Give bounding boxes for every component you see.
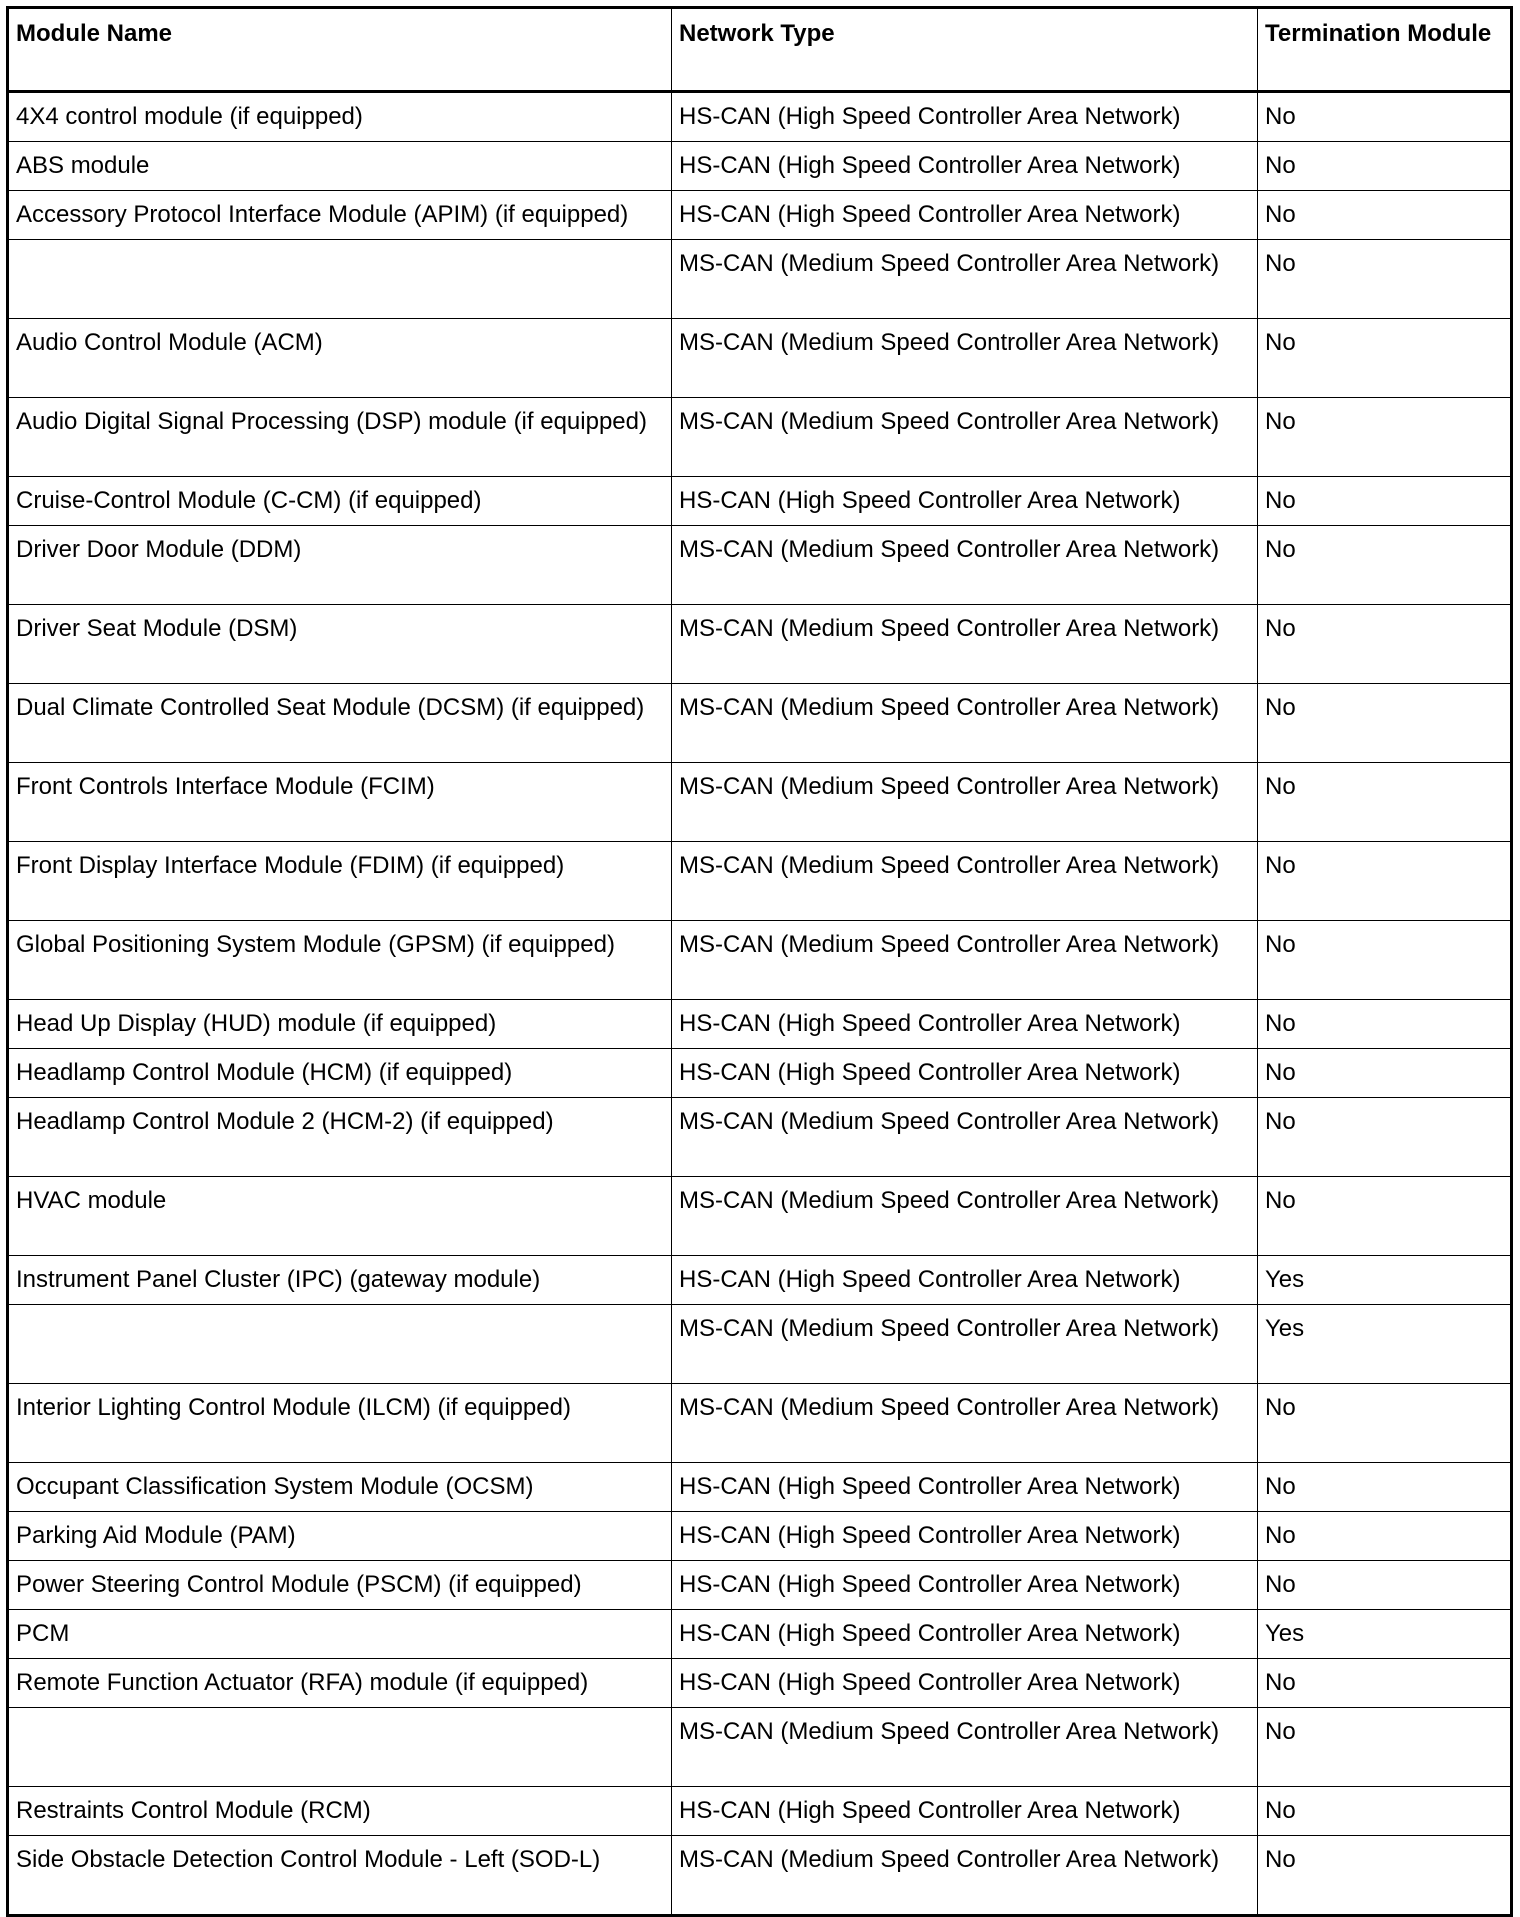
module-name-cell: Interior Lighting Control Module (ILCM) (if equipped) [8, 1384, 672, 1463]
module-name-cell: Remote Function Actuator (RFA) module (if equipped) [8, 1659, 672, 1708]
termination-module-cell: No [1258, 1463, 1512, 1512]
module-name-cell: Occupant Classification System Module (OCSM) [8, 1463, 672, 1512]
network-type-cell: MS-CAN (Medium Speed Controller Area Network) [672, 398, 1258, 477]
termination-module-cell: No [1258, 921, 1512, 1000]
table-row [8, 1787, 1512, 1836]
module-name-cell: Front Display Interface Module (FDIM) (if equipped) [8, 842, 672, 921]
table-row [8, 605, 1512, 684]
network-type-cell: HS-CAN (High Speed Controller Area Network) [672, 1463, 1258, 1512]
table-row [8, 1098, 1512, 1177]
table-row [8, 763, 1512, 842]
table-row [8, 191, 1512, 240]
header-termination-module: Termination Module [1258, 8, 1512, 92]
network-type-cell: HS-CAN (High Speed Controller Area Network) [672, 191, 1258, 240]
table-row [8, 1836, 1512, 1916]
termination-module-cell: No [1258, 605, 1512, 684]
network-type-cell: HS-CAN (High Speed Controller Area Network) [672, 1000, 1258, 1049]
network-type-cell: HS-CAN (High Speed Controller Area Network) [672, 92, 1258, 142]
termination-module-cell: No [1258, 1836, 1512, 1916]
termination-module-cell: No [1258, 477, 1512, 526]
module-name-cell [8, 240, 672, 319]
termination-module-cell: Yes [1258, 1256, 1512, 1305]
termination-module-cell: No [1258, 398, 1512, 477]
termination-module-cell: Yes [1258, 1610, 1512, 1659]
header-network-type: Network Type [672, 8, 1258, 92]
network-type-cell: HS-CAN (High Speed Controller Area Network) [672, 1610, 1258, 1659]
table-row [8, 1561, 1512, 1610]
network-type-cell: HS-CAN (High Speed Controller Area Network) [672, 1659, 1258, 1708]
network-type-cell: MS-CAN (Medium Speed Controller Area Network) [672, 684, 1258, 763]
table-row [8, 142, 1512, 191]
module-name-cell: 4X4 control module (if equipped) [8, 92, 672, 142]
termination-module-cell: No [1258, 684, 1512, 763]
module-name-cell [8, 1708, 672, 1787]
module-name-cell: Driver Door Module (DDM) [8, 526, 672, 605]
table-header-row [8, 8, 1512, 92]
network-type-cell: MS-CAN (Medium Speed Controller Area Network) [672, 1305, 1258, 1384]
network-type-cell: MS-CAN (Medium Speed Controller Area Network) [672, 526, 1258, 605]
network-type-cell: MS-CAN (Medium Speed Controller Area Network) [672, 1708, 1258, 1787]
termination-module-cell: No [1258, 1177, 1512, 1256]
module-name-cell: Accessory Protocol Interface Module (APIM) (if equipped) [8, 191, 672, 240]
termination-module-cell: No [1258, 1049, 1512, 1098]
table-row [8, 1305, 1512, 1384]
table-row [8, 526, 1512, 605]
termination-module-cell: No [1258, 1659, 1512, 1708]
module-name-cell: Audio Digital Signal Processing (DSP) module (if equipped) [8, 398, 672, 477]
termination-module-cell: No [1258, 1708, 1512, 1787]
module-name-cell: Head Up Display (HUD) module (if equipped) [8, 1000, 672, 1049]
termination-module-cell: No [1258, 1512, 1512, 1561]
header-module-name: Module Name [8, 8, 672, 92]
network-type-cell: MS-CAN (Medium Speed Controller Area Network) [672, 319, 1258, 398]
network-type-cell: HS-CAN (High Speed Controller Area Network) [672, 1256, 1258, 1305]
module-name-cell: PCM [8, 1610, 672, 1659]
table-row [8, 1177, 1512, 1256]
module-name-cell: Parking Aid Module (PAM) [8, 1512, 672, 1561]
module-name-cell: Driver Seat Module (DSM) [8, 605, 672, 684]
network-type-cell: HS-CAN (High Speed Controller Area Network) [672, 1512, 1258, 1561]
network-type-cell: MS-CAN (Medium Speed Controller Area Network) [672, 1177, 1258, 1256]
table-row [8, 1463, 1512, 1512]
termination-module-cell: No [1258, 142, 1512, 191]
table-row [8, 1610, 1512, 1659]
network-type-cell: HS-CAN (High Speed Controller Area Network) [672, 477, 1258, 526]
module-name-cell: Cruise-Control Module (C-CM) (if equipped) [8, 477, 672, 526]
termination-module-cell: No [1258, 240, 1512, 319]
module-name-cell: HVAC module [8, 1177, 672, 1256]
table-row [8, 319, 1512, 398]
table-row [8, 1708, 1512, 1787]
module-name-cell: Global Positioning System Module (GPSM) (if equipped) [8, 921, 672, 1000]
table-row [8, 1659, 1512, 1708]
network-type-cell: MS-CAN (Medium Speed Controller Area Network) [672, 1384, 1258, 1463]
table-row [8, 1256, 1512, 1305]
table-row [8, 92, 1512, 142]
table-row [8, 477, 1512, 526]
module-name-cell: Side Obstacle Detection Control Module - Left (SOD-L) [8, 1836, 672, 1916]
module-name-cell: Headlamp Control Module 2 (HCM-2) (if equipped) [8, 1098, 672, 1177]
network-type-cell: MS-CAN (Medium Speed Controller Area Network) [672, 1836, 1258, 1916]
network-type-cell: HS-CAN (High Speed Controller Area Network) [672, 1787, 1258, 1836]
table-row [8, 1049, 1512, 1098]
termination-module-cell: No [1258, 1384, 1512, 1463]
table-row [8, 398, 1512, 477]
module-name-cell: Dual Climate Controlled Seat Module (DCSM) (if equipped) [8, 684, 672, 763]
module-name-cell: ABS module [8, 142, 672, 191]
network-type-cell: HS-CAN (High Speed Controller Area Network) [672, 1561, 1258, 1610]
table-row [8, 240, 1512, 319]
module-name-cell: Audio Control Module (ACM) [8, 319, 672, 398]
module-name-cell [8, 1305, 672, 1384]
table-row [8, 842, 1512, 921]
termination-module-cell: No [1258, 92, 1512, 142]
termination-module-cell: Yes [1258, 1305, 1512, 1384]
network-type-cell: MS-CAN (Medium Speed Controller Area Network) [672, 763, 1258, 842]
network-type-cell: MS-CAN (Medium Speed Controller Area Network) [672, 921, 1258, 1000]
termination-module-cell: No [1258, 1000, 1512, 1049]
network-type-cell: MS-CAN (Medium Speed Controller Area Network) [672, 605, 1258, 684]
termination-module-cell: No [1258, 191, 1512, 240]
table-row [8, 1512, 1512, 1561]
network-type-cell: HS-CAN (High Speed Controller Area Network) [672, 142, 1258, 191]
network-type-cell: HS-CAN (High Speed Controller Area Network) [672, 1049, 1258, 1098]
termination-module-cell: No [1258, 763, 1512, 842]
module-network-table-container [6, 6, 1510, 1917]
network-type-cell: MS-CAN (Medium Speed Controller Area Network) [672, 240, 1258, 319]
termination-module-cell: No [1258, 319, 1512, 398]
network-type-cell: MS-CAN (Medium Speed Controller Area Network) [672, 842, 1258, 921]
termination-module-cell: No [1258, 1561, 1512, 1610]
termination-module-cell: No [1258, 842, 1512, 921]
table-row [8, 1384, 1512, 1463]
table-row [8, 684, 1512, 763]
table-row [8, 921, 1512, 1000]
module-name-cell: Restraints Control Module (RCM) [8, 1787, 672, 1836]
module-name-cell: Front Controls Interface Module (FCIM) [8, 763, 672, 842]
table-body [8, 92, 1512, 1916]
module-name-cell: Power Steering Control Module (PSCM) (if equipped) [8, 1561, 672, 1610]
table-row [8, 1000, 1512, 1049]
module-name-cell: Instrument Panel Cluster (IPC) (gateway module) [8, 1256, 672, 1305]
termination-module-cell: No [1258, 1098, 1512, 1177]
network-type-cell: MS-CAN (Medium Speed Controller Area Network) [672, 1098, 1258, 1177]
termination-module-cell: No [1258, 526, 1512, 605]
module-name-cell: Headlamp Control Module (HCM) (if equipped) [8, 1049, 672, 1098]
termination-module-cell: No [1258, 1787, 1512, 1836]
module-network-table [6, 6, 1513, 1917]
